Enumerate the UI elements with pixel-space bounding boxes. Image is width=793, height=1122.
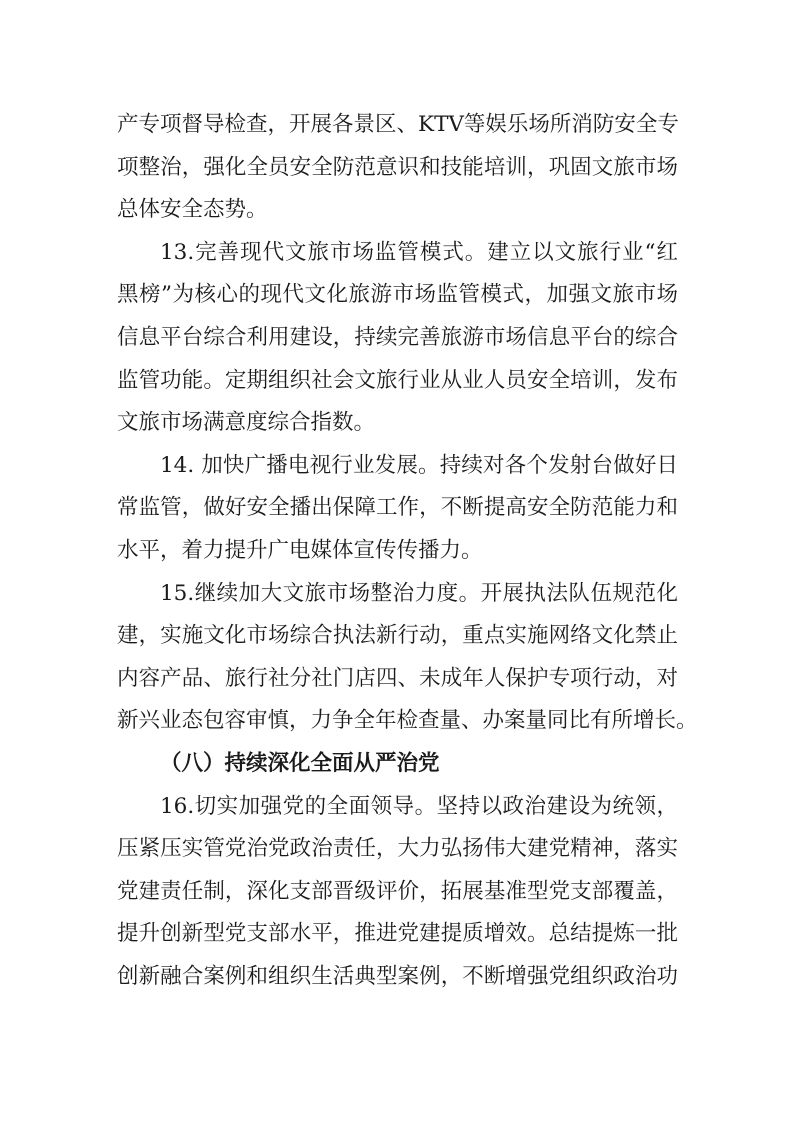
- text-line: 项整治，强化全员安全防范意识和技能培训，巩固文旅市场: [117, 154, 678, 180]
- text-line: 黑榜”为核心的现代文化旅游市场监管模式，加强文旅市场: [117, 282, 678, 308]
- text-line: 信息平台综合利用建设，持续完善旅游市场信息平台的综合: [117, 324, 678, 350]
- text-line: 党建责任制，深化支部晋级评价，拓展基准型党支部覆盖，: [117, 878, 678, 904]
- text-line: 压紧压实管党治党政治责任，大力弘扬伟大建党精神，落实: [117, 836, 678, 862]
- text-line: 常监管，做好安全播出保障工作，不断提高安全防范能力和: [117, 495, 678, 521]
- text-line: 监管功能。定期组织社会文旅行业从业人员安全培训，发布: [117, 367, 678, 393]
- document-page: [117, 104, 698, 998]
- text-line: 13.完善现代文旅市场监管模式。建立以文旅行业“红: [160, 239, 678, 265]
- text-line: 产专项督导检查，开展各景区、KTV等娱乐场所消防安全专: [117, 112, 679, 137]
- text-line: 提升创新型党支部水平，推进党建提质增效。总结提炼一批: [117, 921, 678, 947]
- text-line: 水平，着力提升广电媒体宣传传播力。: [117, 537, 483, 563]
- text-line: 建，实施文化市场综合执法新行动，重点实施网络文化禁止: [117, 623, 678, 649]
- text-line: 总体安全态势。: [117, 197, 268, 223]
- text-line: 16.切实加强党的全面领导。坚持以政治建设为统领，: [160, 793, 678, 819]
- text-line: 内容产品、旅行社分社门店四、未成年人保护专项行动，对: [117, 665, 678, 691]
- text-line: 新兴业态包容审慎，力争全年检查量、办案量同比有所增长。: [117, 708, 698, 734]
- text-line: 文旅市场满意度综合指数。: [117, 410, 376, 436]
- text-line: 14. 加快广播电视行业发展。持续对各个发射台做好日: [160, 452, 678, 478]
- text-line: 15.继续加大文旅市场整治力度。开展执法队伍规范化: [160, 580, 678, 606]
- section-heading: （八）持续深化全面从严治党: [160, 750, 440, 776]
- text-line: 创新融合案例和组织生活典型案例，不断增强党组织政治功: [117, 963, 678, 989]
